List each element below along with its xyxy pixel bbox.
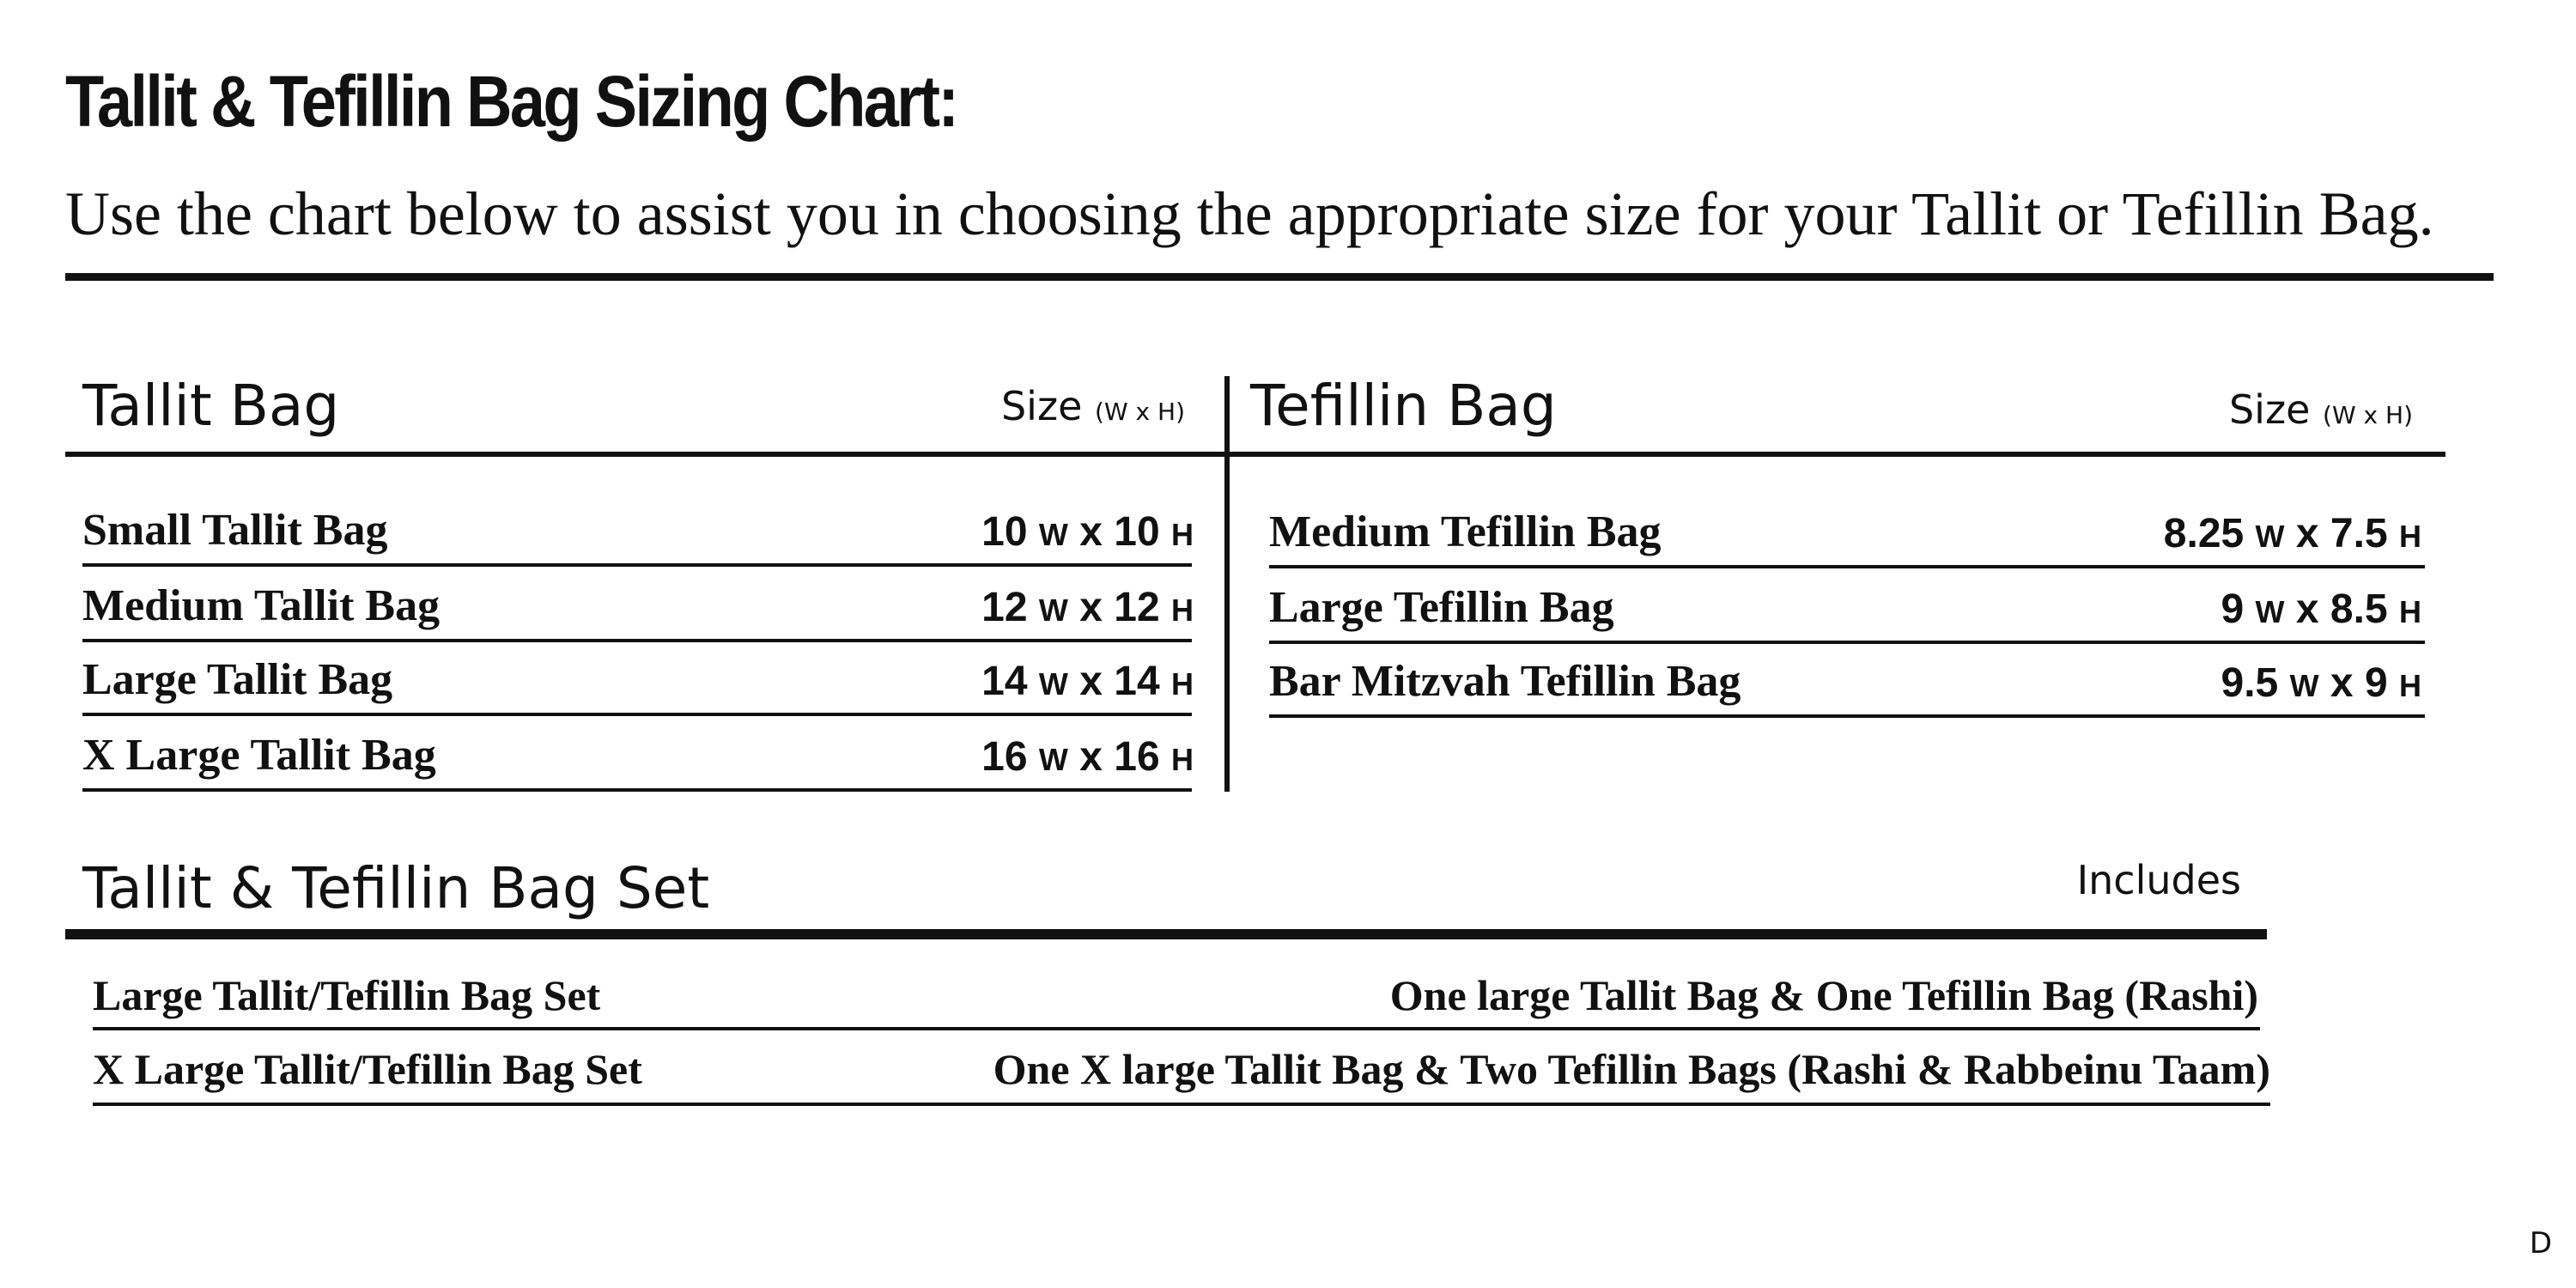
tallit-size-unit: (W x H) (1095, 398, 1185, 426)
tallit-size-label: Size (1000, 383, 1083, 429)
tefillin-size-label: Size (2228, 386, 2311, 433)
header-divider (65, 273, 2494, 281)
tallit-row-size: 16 W x 16 H (981, 734, 1194, 780)
tefillin-row-name: Large Tefillin Bag (1269, 583, 1614, 632)
page-title: Tallit & Tefillin Bag Sizing Chart: (65, 61, 957, 142)
tefillin-size-unit: (W x H) (2323, 401, 2413, 429)
tallit-row-name: X Large Tallit Bag (82, 731, 436, 780)
tefillin-row-name: Medium Tefillin Bag (1269, 507, 1662, 556)
tefillin-size-header (2121, 386, 2413, 433)
tefillin-row-size: 8.25 W x 7.5 H (2163, 511, 2421, 556)
bag-set-heading: Tallit & Tefillin Bag Set (82, 855, 710, 921)
tefillin-row-name: Bar Mitzvah Tefillin Bag (1269, 657, 1741, 706)
includes-header: Includes (2076, 857, 2241, 903)
tefillin-header-rule (1224, 452, 2445, 457)
set-row-name: Large Tallit/Tefillin Bag Set (93, 971, 601, 1019)
row-rule (93, 1103, 2270, 1106)
row-rule (82, 788, 1192, 792)
set-row-includes: One large Tallit Bag & One Tefillin Bag (Rashi) (1389, 971, 2258, 1019)
row-rule (1269, 641, 2425, 644)
tallit-header-rule (65, 452, 1226, 457)
tallit-row-size: 14 W x 14 H (981, 659, 1194, 704)
tallit-row-name: Large Tallit Bag (82, 655, 393, 704)
row-rule (93, 1027, 2260, 1030)
tallit-row-size: 10 W x 10 H (981, 509, 1194, 555)
tefillin-row-size: 9.5 W x 9 H (2221, 660, 2421, 706)
page-subtitle: Use the chart below to assist you in choosing the appropriate size for your Tallit or Tefillin Bag. (65, 179, 2434, 248)
tallit-bag-heading: Tallit Bag (82, 373, 340, 439)
row-rule (1269, 565, 2425, 568)
row-rule (82, 713, 1192, 716)
tefillin-row-size: 9 W x 8.5 H (2221, 586, 2421, 632)
set-header-rule (65, 929, 2267, 939)
tables-divider (1224, 376, 1230, 792)
tallit-row-name: Small Tallit Bag (82, 506, 388, 555)
row-rule (82, 639, 1192, 642)
tallit-row-size: 12 W x 12 H (981, 585, 1194, 630)
tallit-size-header (893, 383, 1185, 429)
set-row-includes: One X large Tallit Bag & Two Tefillin Bags (Rashi & Rabbeinu Taam) (993, 1045, 2270, 1093)
tallit-row-name: Medium Tallit Bag (82, 581, 440, 630)
tefillin-bag-heading: Tefillin Bag (1250, 373, 1557, 439)
row-rule (82, 563, 1192, 567)
set-row-name: X Large Tallit/Tefillin Bag Set (93, 1045, 642, 1093)
row-rule (1269, 714, 2425, 718)
corner-mark: D (2529, 1226, 2552, 1261)
